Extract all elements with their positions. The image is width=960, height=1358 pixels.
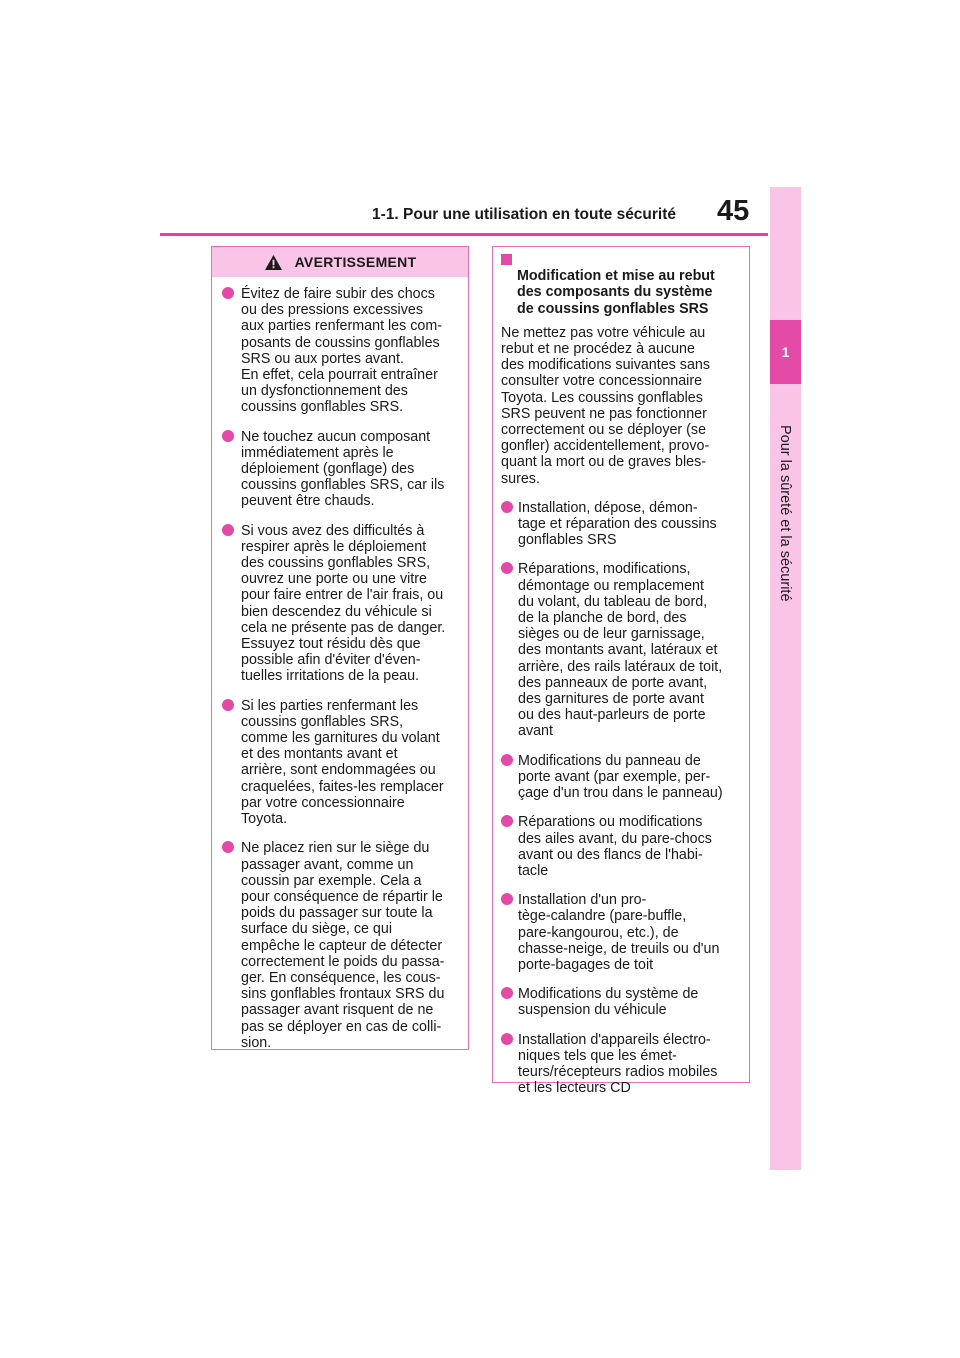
- modification-item-text: Installation d'un pro- tège-calandre (pare-buffle, pare-kangourou, etc.), de chasse-neige, de treuils ou d'un porte-bagages de toit: [518, 892, 720, 973]
- bullet-icon: [222, 287, 234, 299]
- modification-item-text: Modifications du panneau de porte avant (par exemple, per- çage d'un trou dans le panneau): [518, 752, 723, 802]
- warning-list: [212, 277, 468, 1051]
- modification-item: [501, 892, 741, 973]
- warning-item-text: Ne placez rien sur le siège du passager avant, comme un coussin par exemple. Cela a pour conséquence de répartir le poids du passager sur toute la surface du siège, ce qui empêche le capteur de détecter correctement le poids du passa- ger. En conséquence, les cous- sins gonflables frontaux SRS du passager avant risquent de ne pas se déployer en cas de colli- sion.: [241, 840, 445, 1051]
- warning-item-text: Si les parties renfermant les coussins gonflables SRS, comme les garnitures du volant et des montants avant et arrière, sont endommagées ou craquelées, faites-les remplacer par votre concessionnaire Toyota.: [241, 697, 444, 828]
- header-rule: [160, 233, 768, 236]
- chapter-number: 1: [770, 320, 801, 384]
- warning-item-text: Évitez de faire subir des chocs ou des pressions excessives aux parties renfermant les com- posants de coussins gonflables SRS ou aux portes avant. En effet, cela pourrait entraîner un dysfonctionnement des coussins gonflables SRS.: [241, 286, 443, 416]
- warning-item-text: Ne touchez aucun composant immédiatement après le déploiement (gonflage) des coussins gonflables SRS, car ils peuvent être chauds.: [241, 428, 445, 510]
- warning-header: [212, 247, 468, 277]
- modification-item-text: Installation, dépose, démon- tage et réparation des coussins gonflables SRS: [518, 499, 717, 549]
- warning-title: AVERTISSEMENT: [294, 254, 417, 270]
- bullet-icon: [501, 754, 513, 766]
- bullet-icon: [222, 841, 234, 853]
- bullet-icon: [501, 501, 513, 513]
- modification-box: [492, 246, 750, 1097]
- modification-item-text: Réparations, modifications, démontage ou remplacement du volant, du tableau de bord, de la planche de bord, des sièges ou de leur garnissage, des montants avant, latéraux et arrière, des rails latéraux de toit, des panneaux de porte avant, des garnitures de porte avant ou des haut-parleurs de porte avant: [518, 561, 723, 740]
- page-number: 45: [717, 195, 750, 227]
- modification-item: [501, 986, 741, 1018]
- square-bullet-icon: [501, 254, 512, 265]
- modification-intro: Ne mettez pas votre véhicule au rebut et ne procédez à aucune des modifications suivantes sans consulter votre concessionnaire Toyota. Les coussins gonflables SRS peuvent ne pas fonctionner correctement ou se déployer (se gonfler) accidentellement, provo- quant la mort ou de graves bles- sures.: [501, 324, 711, 487]
- modification-heading: [501, 252, 741, 317]
- warning-item: [222, 523, 458, 685]
- warning-item: [222, 286, 458, 416]
- modification-item-text: Réparations ou modifications des ailes avant, du pare-chocs avant ou des flancs de l'habi- tacle: [518, 814, 712, 879]
- bullet-icon: [501, 893, 513, 905]
- warning-item-text: Si vous avez des difficultés à respirer après le déploiement des coussins gonflables SRS, ouvrez une porte ou une vitre pour faire entrer de l'air frais, ou bien descendez du véhicule si cela ne présente pas de danger. Essuyez tout résidu dès que possible afin d'éviter d'éven- tuelles irritations de la peau.: [241, 522, 446, 685]
- warning-triangle-icon: [264, 254, 283, 271]
- modification-item: [501, 1032, 741, 1097]
- warning-item: [222, 698, 458, 828]
- bullet-icon: [222, 699, 234, 711]
- bullet-icon: [501, 987, 513, 999]
- warning-item: [222, 840, 458, 1051]
- modification-item: [501, 814, 741, 879]
- bullet-icon: [501, 562, 513, 574]
- warning-box: [211, 246, 469, 1050]
- modification-item: [501, 500, 741, 549]
- bullet-icon: [222, 524, 234, 536]
- modification-item: [501, 561, 741, 739]
- section-title: 1-1. Pour une utilisation en toute sécurité: [372, 206, 677, 223]
- bullet-icon: [501, 815, 513, 827]
- modification-item-text: Installation d'appareils électro- niques tels que les émet- teurs/récepteurs radios mobiles et les lecteurs CD: [518, 1031, 718, 1097]
- modification-heading-text: Modification et mise au rebut des composants du système de coussins gonflables SRS: [517, 268, 715, 317]
- modification-item-text: Modifications du système de suspension du véhicule: [518, 986, 699, 1019]
- modification-item: [501, 753, 741, 802]
- warning-item: [222, 429, 458, 510]
- chapter-label: Pour la sûreté et la sécurité: [777, 425, 793, 602]
- bullet-icon: [501, 1033, 513, 1045]
- bullet-icon: [222, 430, 234, 442]
